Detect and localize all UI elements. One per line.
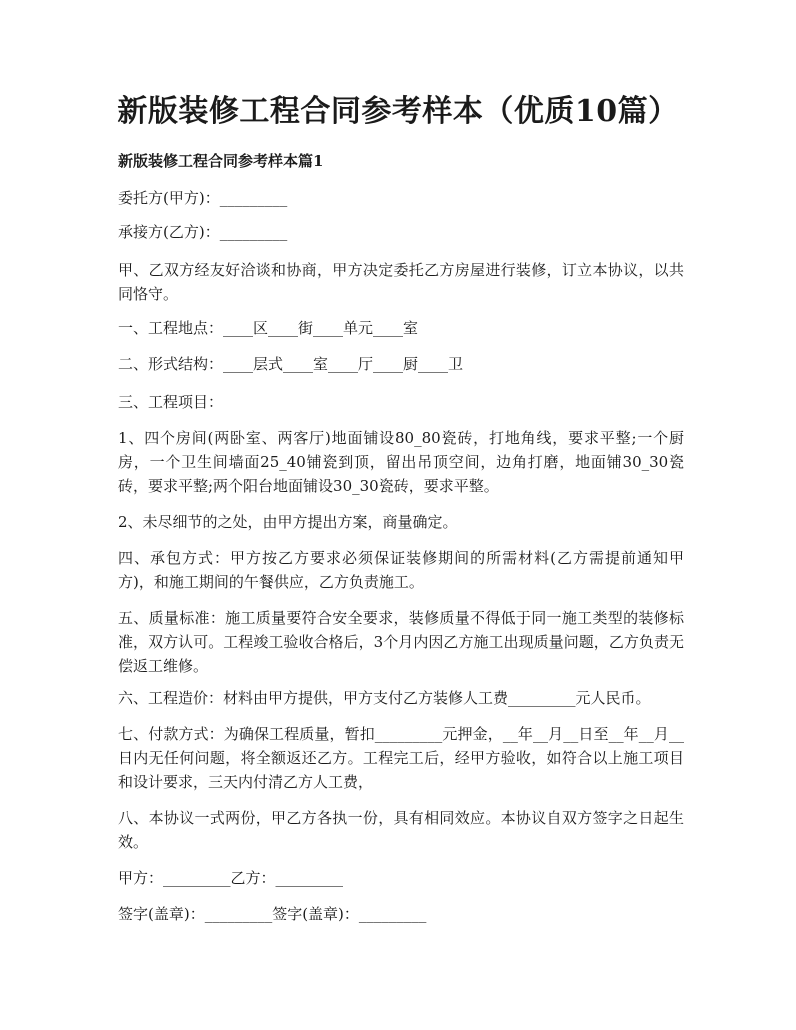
clause-location: 一、工程地点：____区____街____单元____室 xyxy=(118,319,419,337)
clause-item-2: 2、未尽细节的之处，由甲方提出方案，商量确定。 xyxy=(118,513,458,531)
clause-items-heading: 三、工程项目： xyxy=(118,393,224,411)
clause-payment: 七、付款方式：为确保工程质量，暂扣_________元押金，__年__月__日至__年__月__日内无任何问题，将全额返还乙方。工程完工后，经甲方验收，如符合以上施工项目和设计要求，三天内付清乙方人工费， xyxy=(118,725,684,791)
intro-paragraph: 甲、乙双方经友好洽谈和协商，甲方决定委托乙方房屋进行装修，订立本协议，以共同恪守。 xyxy=(118,261,684,303)
seal-signature-line: 签字(盖章)：_________签字(盖章)：_________ xyxy=(118,905,427,923)
document-title: 新版装修工程合同参考样本（优质10篇） xyxy=(117,94,679,129)
clause-quality: 五、质量标准：施工质量要符合安全要求，装修质量不得低于同一施工类型的装修标准，双方认可。工程竣工验收合格后，3个月内因乙方施工出现质量问题，乙方负责无偿返工维修。 xyxy=(118,609,684,675)
clause-copies: 八、本协议一式两份，甲乙方各执一份，具有相同效应。本协议自双方签字之日起生效。 xyxy=(118,809,684,851)
client-party-line: 委托方(甲方)：_________ xyxy=(118,189,288,207)
contractor-party-line: 承接方(乙方)：_________ xyxy=(118,223,288,241)
clause-contract-method: 四、承包方式：甲方按乙方要求必须保证装修期间的所需材料(乙方需提前通知甲方)，和施工期间的午餐供应，乙方负责施工。 xyxy=(118,549,684,591)
clause-item-1: 1、四个房间(两卧室、两客厅)地面铺设80_80瓷砖，打地角线，要求平整;一个厨房，一个卫生间墙面25_40铺瓷到顶，留出吊顶空间，边角打磨，地面铺30_30瓷砖，要求平整;两个阳台地面铺设30_30瓷砖，要求平整。 xyxy=(118,429,684,495)
parties-signature-line: 甲方：_________乙方：_________ xyxy=(118,869,344,887)
clause-structure: 二、形式结构：____层式____室____厅____厨____卫 xyxy=(118,355,464,373)
clause-cost: 六、工程造价：材料由甲方提供，甲方支付乙方装修人工费_________元人民币。 xyxy=(118,689,651,707)
section-heading: 新版装修工程合同参考样本篇1 xyxy=(118,152,324,170)
